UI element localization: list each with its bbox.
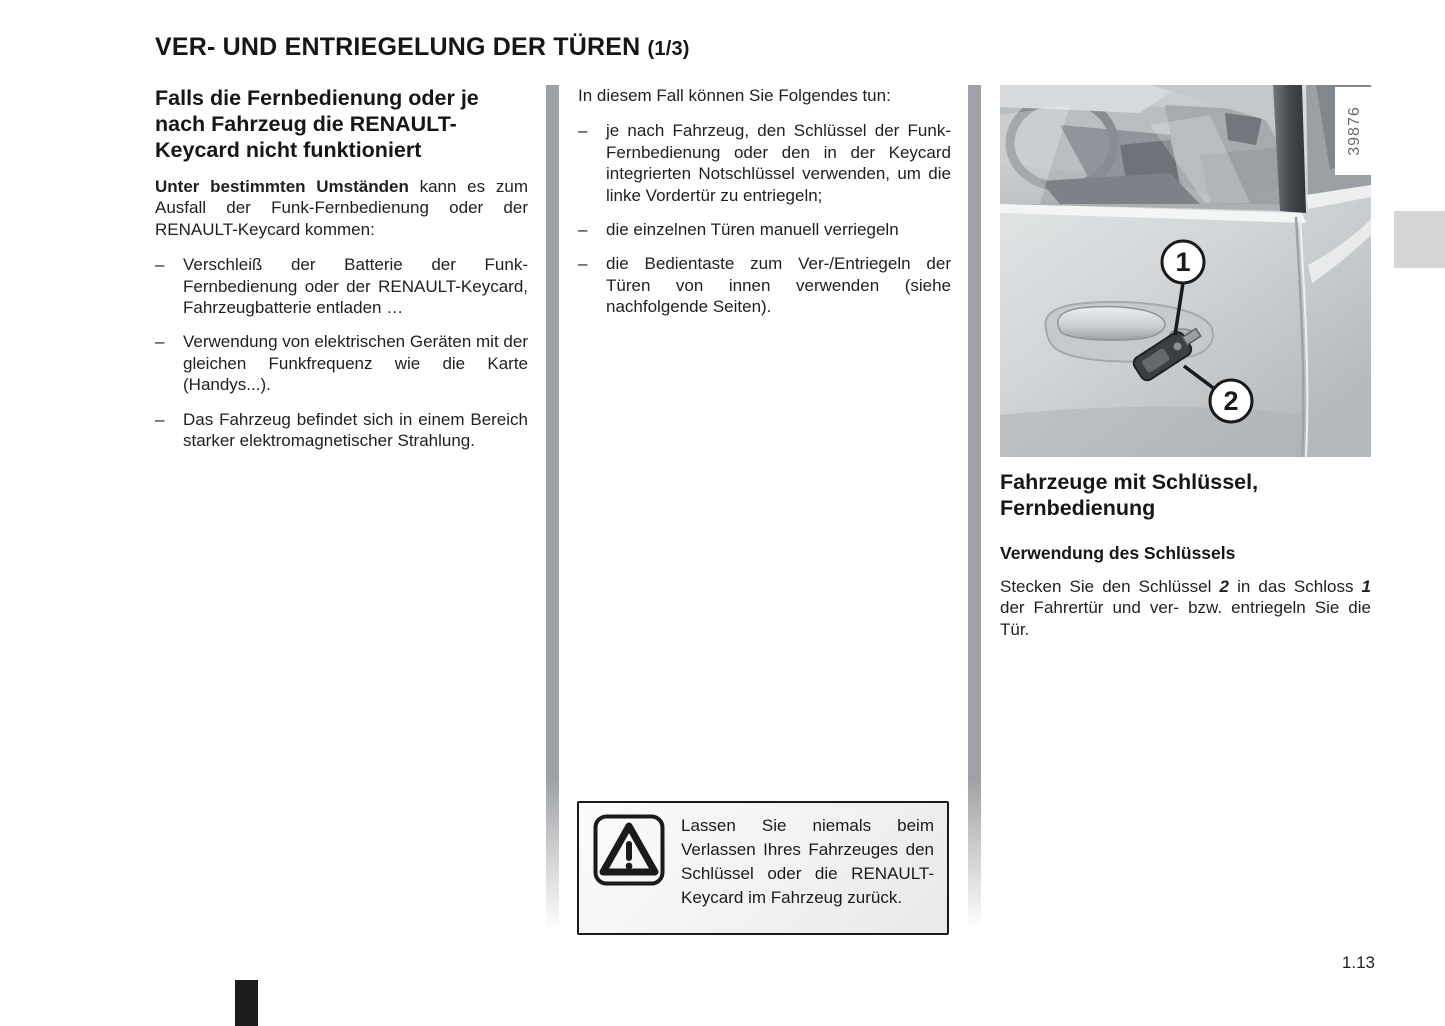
list-item bbox=[155, 254, 528, 318]
column-divider bbox=[546, 85, 559, 930]
bullet-dash: – bbox=[155, 255, 165, 275]
warning-box bbox=[577, 801, 949, 935]
page-title bbox=[155, 33, 690, 62]
bullet-dash: – bbox=[155, 409, 165, 429]
list-item bbox=[155, 331, 528, 395]
paragraph-text: der Fahrertür und ver- bzw. entriegeln Sie die Tür. bbox=[1000, 598, 1371, 639]
lock-ref-1: 1 bbox=[1361, 577, 1372, 596]
list-item-text: Verschleiß der Batterie der Funk-Fernbedienung oder der RENAULT-Keycard, Fahrzeugbatterie entladen … bbox=[183, 255, 528, 318]
warning-text: Lassen Sie niemals beim Verlassen Ihres Fahrzeuges den Schlüssel oder die RENAULT-Keycard im Fahrzeug zurück. bbox=[681, 816, 934, 907]
page-number: 1.13 bbox=[1341, 953, 1375, 972]
bullet-dash: – bbox=[578, 121, 588, 141]
door-lock-figure bbox=[1000, 85, 1371, 457]
warning-icon bbox=[593, 814, 665, 886]
door-lower-shading bbox=[1000, 407, 1302, 457]
list-item bbox=[578, 253, 951, 317]
left-column-intro-bold: Unter bestimmten Umständen bbox=[155, 177, 409, 196]
list-item-text: Verwendung von elektrischen Geräten mit der gleichen Funkfrequenz wie die Karte (Handys...). bbox=[183, 332, 528, 395]
car-interior bbox=[1000, 85, 1302, 205]
left-column-intro-rest: kann es zum Ausfall der Funk-Fernbedienung oder der RENAULT-Keycard kommen: bbox=[155, 177, 528, 239]
chapter-edge-tab bbox=[1394, 211, 1445, 268]
door-handle bbox=[1058, 307, 1165, 341]
column-divider bbox=[968, 85, 981, 930]
left-column-intro bbox=[155, 176, 528, 240]
paragraph-text: Stecken Sie den Schlüssel bbox=[1000, 577, 1220, 596]
left-column bbox=[155, 85, 528, 464]
paragraph-text: in das Schloss bbox=[1228, 577, 1362, 596]
bullet-dash: – bbox=[578, 220, 588, 240]
middle-column bbox=[578, 85, 951, 331]
binding-mark bbox=[235, 980, 258, 1026]
key-usage-paragraph bbox=[1000, 576, 1371, 640]
right-column-heading: Fahrzeuge mit Schlüssel, Fernbedienung bbox=[1000, 470, 1259, 520]
car-door-illustration bbox=[1000, 85, 1371, 457]
list-item bbox=[578, 219, 951, 240]
figure-number: 39876 bbox=[1346, 106, 1363, 156]
middle-column-intro: In diesem Fall können Sie Folgendes tun: bbox=[578, 86, 891, 105]
key-ref-2: 2 bbox=[1219, 577, 1229, 596]
bullet-dash: – bbox=[155, 332, 165, 352]
right-column bbox=[1000, 85, 1371, 640]
list-item-text: je nach Fahrzeug, den Schlüssel der Funk-Fernbedienung oder den in der Keycard integrierten Notschlüssel verwenden, um die linke Vordertür zu entriegeln; bbox=[606, 121, 951, 205]
list-item-text: die einzelnen Türen manuell verriegeln bbox=[606, 220, 899, 240]
list-item-text: die Bedientaste zum Ver-/Entriegeln der Türen von innen verwenden (siehe nachfolgende Seiten). bbox=[606, 254, 951, 317]
right-column-subheading: Verwendung des Schlüssels bbox=[1000, 543, 1236, 563]
svg-text:1: 1 bbox=[1175, 247, 1191, 277]
left-column-heading: Falls die Fernbedienung oder je nach Fahrzeug die RENAULT-Keycard nicht funktioniert bbox=[155, 86, 479, 162]
page-title-suffix: (1/3) bbox=[647, 38, 690, 60]
bullet-dash: – bbox=[578, 254, 588, 274]
page-title-text: VER- UND ENTRIEGELUNG DER TÜREN bbox=[155, 33, 641, 61]
svg-text:2: 2 bbox=[1223, 386, 1239, 416]
list-item-text: Das Fahrzeug befindet sich in einem Bereich starker elektromagnetischer Strahlung. bbox=[183, 409, 528, 451]
list-item bbox=[155, 409, 528, 452]
list-item bbox=[578, 120, 951, 206]
